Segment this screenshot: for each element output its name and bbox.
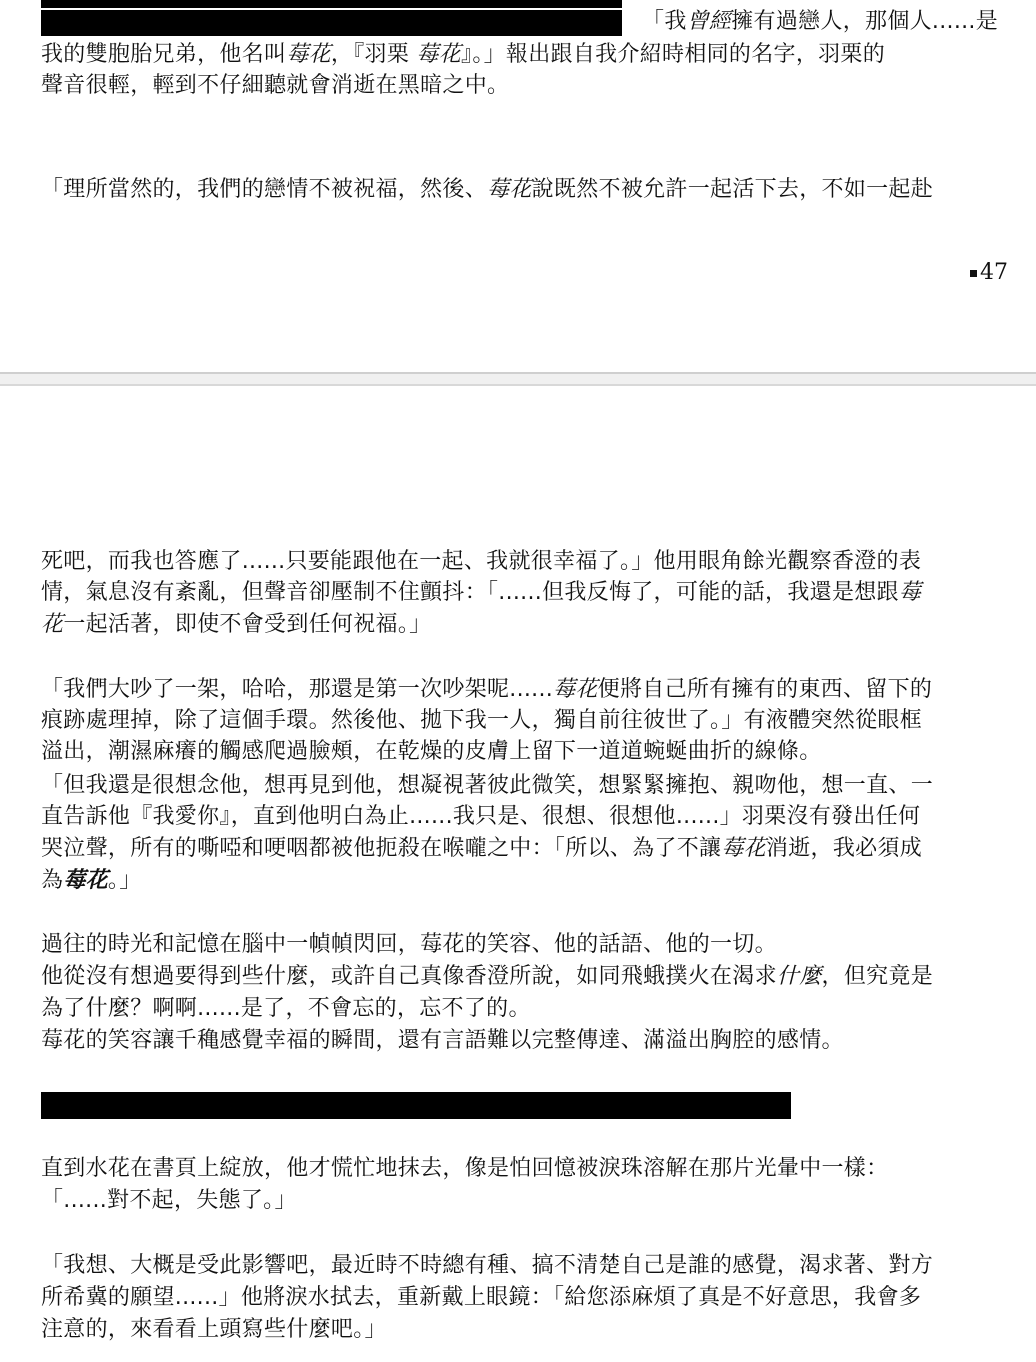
emphasis-text: 什麼	[776, 964, 822, 989]
text-line	[41, 577, 921, 608]
line-segment: 「我們大吵了一架，哈哈，那還是第一次吵架呢......	[41, 677, 554, 702]
text-line	[41, 1185, 297, 1216]
line-segment: 死吧，而我也答應了......只要能跟他在一起、我就很幸福了。」他用眼角餘光觀察香澄的表	[41, 549, 922, 574]
line-segment: 「但我還是很想念他，想再見到他，想凝視著彼此微笑，想緊緊擁抱、親吻他，想一直、一	[41, 773, 934, 798]
line-segment: 為	[41, 868, 64, 893]
text-line	[642, 6, 998, 37]
text-line	[41, 929, 777, 960]
line-segment: 擁有過戀人，那個人......是	[731, 9, 998, 34]
line-segment: 「......對不起，失態了。」	[41, 1188, 297, 1213]
emphasis-text: 莓花	[286, 42, 331, 67]
line-segment: 便將自己所有擁有的東西、留下的	[597, 677, 933, 702]
text-line	[41, 546, 921, 577]
text-line	[41, 770, 933, 801]
redaction-bar	[41, 1092, 791, 1119]
redaction-bar-top	[41, 0, 622, 8]
line-segment: ，『羽栗	[330, 42, 417, 67]
page-number	[970, 258, 1008, 288]
line-segment: 直到水花在書頁上綻放，他才慌忙地抹去，像是怕回憶被淚珠溶解在那片光暈中一樣：	[41, 1156, 889, 1181]
emphasis-text: 花	[41, 612, 64, 637]
text-line	[41, 609, 431, 640]
text-line	[41, 801, 920, 832]
emphasis-text: 莓	[898, 580, 922, 605]
text-line	[41, 174, 933, 205]
emphasis-text: 莓花	[721, 836, 766, 861]
line-segment: 他從沒有想過要得到些什麼，或許自己真像香澄所說，如同飛蛾撲火在渴求	[41, 964, 777, 989]
line-segment: 直告訴他『我愛你』，直到他明白為止......我只是、很想、很想他......」羽栗沒有發出任何	[41, 804, 921, 829]
text-line	[41, 1025, 844, 1056]
line-segment: 說既然不被允許一起活下去，不如一起赴	[531, 177, 934, 202]
line-segment: 「我	[642, 9, 687, 34]
text-line	[41, 1153, 888, 1184]
square-bullet-icon	[970, 270, 977, 277]
line-segment: 莓花的笑容讓千穐感覺幸福的瞬間，還有言語難以完整傳達、滿溢出胸腔的感情。	[41, 1028, 844, 1053]
line-segment: ，但究竟是	[821, 964, 934, 989]
line-segment: 消逝，我必須成	[765, 836, 923, 861]
line-segment: 溢出，潮濕麻癢的觸感爬過臉頰，在乾燥的皮膚上留下一道道蜿蜒曲折的線條。	[41, 739, 822, 764]
text-line	[41, 70, 509, 101]
emphasis-text: 莓花	[487, 177, 532, 202]
text-line	[41, 1282, 921, 1313]
line-segment: 聲音很輕，輕到不仔細聽就會消逝在黑暗之中。	[41, 73, 510, 98]
text-line	[41, 705, 922, 736]
line-segment: 注意的，來看看上頭寫些什麼吧。」	[41, 1317, 387, 1342]
line-segment: 「我想、大概是受此影響吧，最近時不時總有種、搞不清楚自己是誰的感覺，渴求著、對方	[41, 1253, 934, 1278]
line-segment: 我的雙胞胎兄弟，他名叫	[41, 42, 287, 67]
emphasis-text: 莓花	[553, 677, 598, 702]
text-line	[41, 865, 142, 896]
emphasis-text: 曾經	[686, 9, 732, 34]
page-divider	[0, 372, 1036, 386]
line-segment: 』。」報出跟自我介紹時相同的名字，羽栗的	[461, 42, 886, 67]
line-segment: 情，氣息沒有紊亂，但聲音卻壓制不住顫抖：「......但我反悔了，可能的話，我還是想跟	[41, 580, 899, 605]
text-line	[41, 961, 933, 992]
text-line	[41, 833, 922, 864]
line-segment: 痕跡處理掉，除了這個手環。然後他、拋下我一人，獨自前往彼世了。」有液體突然從眼框	[41, 708, 923, 733]
page-top	[0, 0, 1036, 372]
redaction-bar	[41, 10, 622, 36]
text-line	[41, 993, 531, 1024]
line-segment: 。」	[107, 868, 142, 893]
emphasis-text: 莓花	[416, 42, 462, 67]
emphasis-text: 莓花	[63, 868, 108, 893]
line-segment: 哭泣聲，所有的嘶啞和哽咽都被他扼殺在喉嚨之中：「所以、為了不讓	[41, 836, 722, 861]
line-segment: 「理所當然的，我們的戀情不被祝福，然後、	[41, 177, 488, 202]
text-line	[41, 736, 822, 767]
line-segment: 所希冀的願望......」他將淚水拭去，重新戴上眼鏡：「給您添麻煩了真是不好意思，我會多	[41, 1285, 922, 1310]
text-line	[41, 1250, 933, 1281]
page-bottom	[0, 386, 1036, 1362]
line-segment: 過往的時光和記憶在腦中一幀幀閃回，莓花的笑容、他的話語、他的一切。	[41, 932, 777, 957]
text-line	[41, 1314, 387, 1345]
line-segment: 一起活著，即使不會受到任何祝福。」	[63, 612, 432, 637]
line-segment: 為了什麼？啊啊......是了，不會忘的，忘不了的。	[41, 996, 531, 1021]
text-line	[41, 39, 885, 70]
text-line	[41, 674, 932, 705]
page-number-value: 47	[980, 260, 1008, 285]
